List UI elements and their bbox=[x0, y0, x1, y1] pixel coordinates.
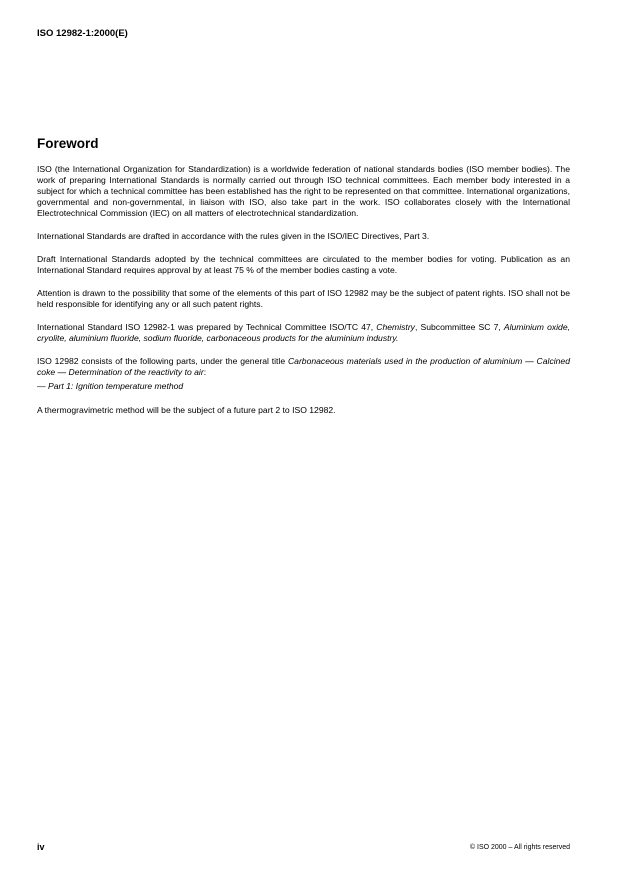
paragraph-voting: Draft International Standards adopted by the technical committees are circulated to the member bodies for voting. Publication as an International Standard requires approval by at least 75 % of the member bodies casting a vote. bbox=[37, 254, 570, 275]
part-1-title: Part 1: Ignition temperature method bbox=[47, 381, 184, 391]
document-identifier: ISO 12982-1:2000(E) bbox=[37, 28, 128, 39]
list-item-part-1 bbox=[37, 381, 570, 392]
committee-name: Chemistry bbox=[376, 322, 415, 332]
foreword-body bbox=[37, 164, 570, 428]
general-title: Carbonaceous materials used in the production of aluminium — Calcined coke — Determination of the reactivity to air bbox=[37, 356, 570, 377]
committee-mid-text: , Subcommittee SC 7, bbox=[414, 322, 504, 332]
paragraph-committee bbox=[37, 322, 570, 344]
list-dash: — bbox=[37, 381, 48, 391]
subcommittee-name: Aluminium oxide, cryolite, aluminium fluoride, sodium fluoride, carbonaceous products for the aluminium industry. bbox=[37, 322, 570, 343]
committee-lead-text: International Standard ISO 12982-1 was prepared by Technical Committee ISO/TC 47, bbox=[37, 322, 377, 332]
copyright-notice: © ISO 2000 – All rights reserved bbox=[469, 844, 570, 851]
parts-lead-text: ISO 12982 consists of the following parts, under the general title bbox=[37, 356, 288, 366]
paragraph-iso-organization: ISO (the International Organization for Standardization) is a worldwide federation of national standards bodies (ISO member bodies). The work of preparing International Standards is normally carried out through ISO technical committees. Each member body interested in a subject for which a technical committee has been established has the right to be represented on that committee. International organizations, governmental and non-governmental, in liaison with ISO, also take part in the work. ISO collaborates closely with the International Electrotechnical Commission (IEC) on all matters of electrotechnical standardization. bbox=[37, 164, 570, 218]
section-title: Foreword bbox=[37, 136, 99, 151]
parts-tail-text: : bbox=[203, 367, 207, 377]
paragraph-directives: International Standards are drafted in accordance with the rules given in the ISO/IEC Directives, Part 3. bbox=[37, 231, 430, 241]
paragraph-patent-rights: Attention is drawn to the possibility that some of the elements of this part of ISO 12982 may be the subject of patent rights. ISO shall not be held responsible for identifying any or all such patent rights. bbox=[37, 288, 570, 309]
paragraph-parts bbox=[37, 356, 570, 378]
page-number: iv bbox=[37, 842, 45, 852]
paragraph-future-part: A thermogravimetric method will be the subject of a future part 2 to ISO 12982. bbox=[37, 405, 336, 415]
